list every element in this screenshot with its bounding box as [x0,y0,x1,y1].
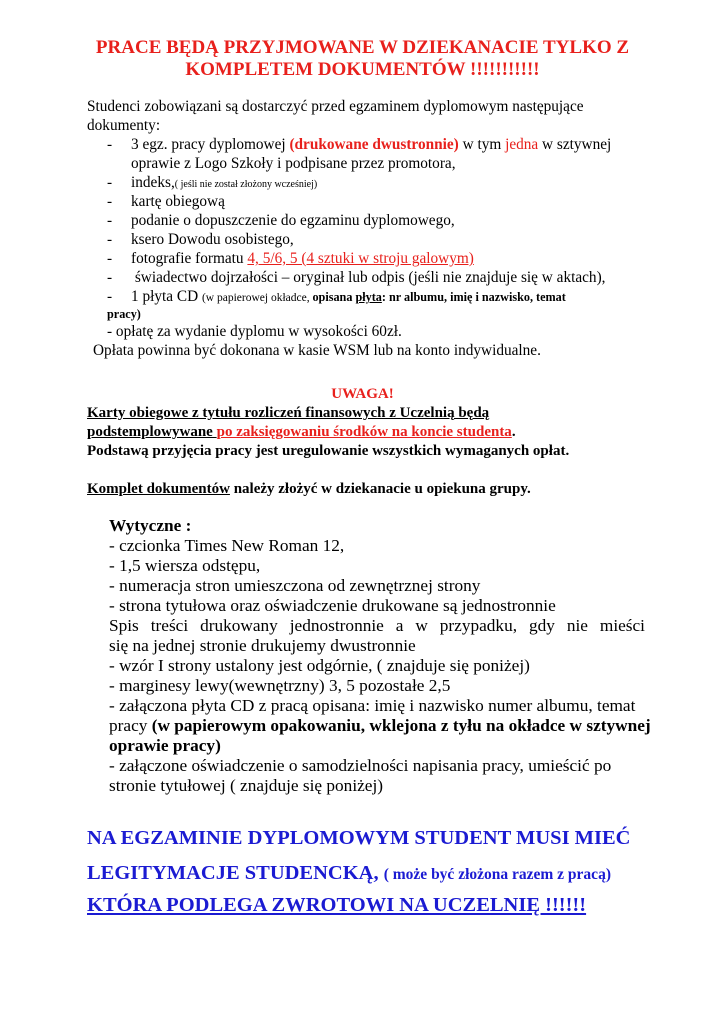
footer-line-2: LEGITYMACJE STUDENCKĄ, ( może być złożona razem z pracą) [87,862,611,884]
list-item-cd: - 1 płyta CD (w papierowej okładce, opisana płyta: nr albumu, imię i nazwisko, temat [107,288,566,305]
guideline-template: - wzór I strony ustalony jest odgórnie, ( znajduje się poniżej) [109,656,530,675]
footer-line-1: NA EGZAMINIE DYPLOMOWYM STUDENT MUSI MIEĆ [87,827,631,849]
fee-note: Opłata powinna być dokonana w kasie WSM lub na konto indywidualne. [93,342,541,359]
list-item-application: - podanie o dopuszczenie do egzaminu dyplomowego, [107,212,455,229]
guideline-margins: - marginesy lewy(wewnętrzny) 3, 5 pozostałe 2,5 [109,676,451,695]
warning-line-4: Komplet dokumentów należy złożyć w dziekanacie u opiekuna grupy. [87,481,531,497]
intro-line-2: dokumenty: [87,117,161,134]
guideline-spacing: - 1,5 wiersza odstępu, [109,556,261,575]
guideline-font: - czcionka Times New Roman 12, [109,536,345,555]
guideline-numbering: - numeracja stron umieszczona od zewnętrznej strony [109,576,481,595]
footer-line-3: KTÓRA PODLEGA ZWROTOWI NA UCZELNIĘ !!!!!! [87,894,587,916]
header-line-2: KOMPLETEM DOKUMENTÓW !!!!!!!!!!! [185,59,540,80]
guideline-cd-cont-2: oprawie pracy) [109,736,221,755]
warning-line-2: podstemplowywane po zaksięgowaniu środków na koncie studenta. [87,424,516,440]
warning-line-3: Podstawą przyjęcia pracy jest uregulowanie wszystkich wymaganych opłat. [87,443,570,459]
guideline-cd-cont: pracy (w papierowym opakowaniu, wklejona z tyłu na okładce w sztywnej [109,716,651,735]
guideline-title-page: - strona tytułowa oraz oświadczenie drukowane są jednostronnie [109,596,556,615]
warning-line-1: Karty obiegowe z tytułu rozliczeń finansowych z Uczelnią będą [87,405,490,421]
list-item-thesis-copies-cont: oprawie z Logo Szkoły i podpisane przez promotora, [131,155,456,172]
list-item-certificate: - świadectwo dojrzałości – oryginał lub odpis (jeśli nie znajduje się w aktach), [107,269,606,286]
guideline-toc-cont: się na jednej stronie drukujemy dwustronnie [109,636,416,655]
photo-format-note: 4, 5/6, 5 (4 sztuki w stroju galowym) [247,250,474,267]
payment-note: po zaksięgowaniu środków na koncie studenta [216,424,512,440]
duplex-note: (drukowane dwustronnie) [289,136,459,153]
list-item-cd-cont: pracy) [107,307,141,321]
guideline-cd: - załączona płyta CD z pracą opisana: imię i nazwisko numer albumu, temat [109,696,636,715]
list-item-thesis-copies: - 3 egz. pracy dyplomowej (drukowane dwustronnie) w tym jedna w sztywnej [107,136,612,153]
intro-line-1: Studenci zobowiązani są dostarczyć przed egzaminem dyplomowym następujące [87,98,584,115]
fee-line: - opłatę za wydanie dyplomu w wysokości 60zł. [107,323,402,340]
header-line-1: PRACE BĘDĄ PRZYJMOWANE W DZIEKANACIE TYLKO Z [95,37,630,58]
one-copy-note: jedna [505,136,539,153]
guideline-toc: Spis treści drukowany jednostronnie a w przypadku, gdy nie mieści [109,616,645,635]
list-item-photos: - fotografie formatu 4, 5/6, 5 (4 sztuki w stroju galowym) [107,250,474,267]
list-item-id-copy: - ksero Dowodu osobistego, [107,231,294,248]
list-item-clearance-card: - kartę obiegową [107,193,225,210]
guideline-statement-cont: stronie tytułowej ( znajduje się poniżej) [109,776,384,795]
guideline-statement: - załączone oświadczenie o samodzielności napisania pracy, umieścić po [109,756,612,775]
guidelines-title: Wytyczne : [109,516,192,535]
list-item-index: - indeks,( jeśli nie został złożony wcześniej) [107,174,318,191]
warning-title: UWAGA! [331,386,394,402]
